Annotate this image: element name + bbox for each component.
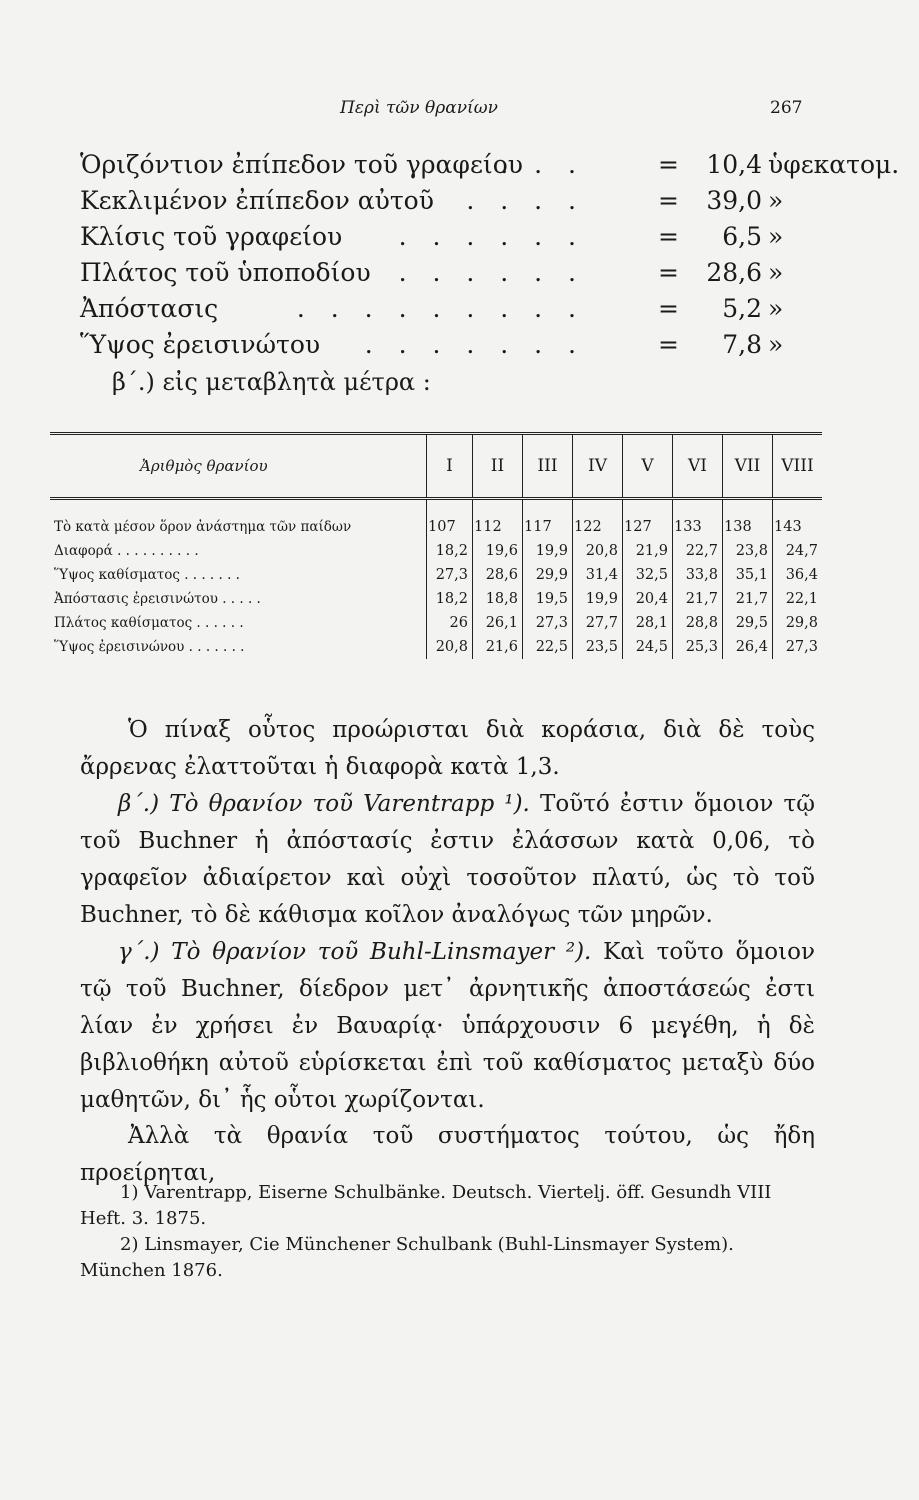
column-header: II bbox=[473, 434, 523, 499]
table-row: Πλάτος καθίσματος . . . . . . 26 26,1 27,3 27,7 28,1 28,8 29,5 29,8 bbox=[50, 611, 822, 635]
measurement-row: Κεκλιμένον ἐπίπεδον αὐτοῦ . . . . = 39,0 » bbox=[80, 186, 784, 215]
table-header-row bbox=[50, 434, 822, 499]
paragraph-lead: γ΄.) Τὸ θρανίον τοῦ Buhl-Linsmayer ²). bbox=[118, 939, 592, 965]
table-row: Ἀπόστασις ἐρεισινώτου . . . . . 18,2 18,8 19,5 19,9 20,4 21,7 21,7 22,1 bbox=[50, 587, 822, 611]
column-header: IV bbox=[573, 434, 623, 499]
paragraph: Ὁ πίναξ οὗτος προώρισται διὰ κοράσια, διὰ δὲ τοὺς ἄρρενας ἐλαττοῦται ἡ διαφορὰ κατὰ 1,3. bbox=[80, 717, 815, 780]
table-row-header: Ἀριθμὸς θρανίου bbox=[50, 434, 427, 499]
measurement-row: Ὕψος ἐρεισινώτου . . . . . . . = 7,8 » bbox=[80, 330, 784, 359]
column-header: V bbox=[623, 434, 673, 499]
paragraph: Ἀλλὰ τὰ θρανία τοῦ συστήματος τούτου, ὡς ἤδη προείρηται, bbox=[80, 1123, 815, 1186]
running-header-title: Περὶ τῶν θρανίων bbox=[340, 98, 498, 118]
paragraph: β΄.) Τὸ θρανίον τοῦ Varentrapp ¹). Τοῦτό ἐστιν ὅμοιον τῷ τοῦ Buchner ἡ ἀπόστασίς ἐστιν ἐλάσσων κατὰ 0,06, τὸ γραφεῖον ἀδιαίρετον καὶ οὐχὶ τοσοῦτον πλατύ, ὡς τὸ τοῦ Buchner, τὸ δὲ κάθισμα κοῖλον ἀναλόγως τῶν μηρῶν. bbox=[80, 791, 815, 928]
paragraph-lead: β΄.) Τὸ θρανίον τοῦ Varentrapp ¹). bbox=[118, 791, 530, 817]
table-row: Ὕψος καθίσματος . . . . . . . 27,3 28,6 29,9 31,4 32,5 33,8 35,1 36,4 bbox=[50, 563, 822, 587]
table-row: Διαφορά . . . . . . . . . . 18,2 19,6 19,9 20,8 21,9 22,7 23,8 24,7 bbox=[50, 539, 822, 563]
measurement-row: Πλάτος τοῦ ὑποποδίου . . . . . . = 28,6 » bbox=[80, 258, 784, 287]
column-header: I bbox=[427, 434, 473, 499]
column-header: III bbox=[523, 434, 573, 499]
footnote: 2) Linsmayer, Cie Münchener Schulbank (Buhl-Linsmayer System). München 1876. bbox=[80, 1234, 734, 1281]
table-row: Ὕψος ἐρεισινώνου . . . . . . . 20,8 21,6 22,5 23,5 24,5 25,3 26,4 27,3 bbox=[50, 635, 822, 659]
column-header: VII bbox=[723, 434, 773, 499]
section-subheading: β΄.) εἰς μεταβλητὰ μέτρα : bbox=[112, 368, 431, 396]
column-header: VIII bbox=[773, 434, 823, 499]
page-number: 267 bbox=[770, 98, 803, 118]
column-header: VI bbox=[673, 434, 723, 499]
table-row: Τὸ κατὰ μέσον ὅρον ἀνάστημα τῶν παίδων 107 112 117 122 127 133 138 143 bbox=[50, 499, 822, 540]
bench-dimensions-table bbox=[50, 432, 822, 659]
measurement-row: Κλίσις τοῦ γραφείου . . . . . . = 6,5 » bbox=[80, 222, 784, 251]
footnote: 1) Varentrapp, Eiserne Schulbänke. Deutsch. Viertelj. öff. Gesundh VIII Heft. 3. 1875. bbox=[80, 1182, 772, 1229]
paragraph: γ΄.) Τὸ θρανίον τοῦ Buhl-Linsmayer ²). Καὶ τοῦτο ὅμοιον τῷ τοῦ Buchner, δίεδρον μετ᾽ ἀρνητικῆς ἀποστάσεώς ἐστι λίαν ἐν χρήσει ἐν Βαυαρίᾳ· ὑπάρχουσιν 6 μεγέθη, ἡ δὲ βιβλιοθήκη αὐτοῦ εὑρίσκεται ἐπὶ τοῦ καθίσματος μεταξὺ δύο μαθητῶν, δι᾽ ἧς οὗτοι χωρίζονται. bbox=[80, 939, 815, 1113]
measurement-row: Ἀπόστασις . . . . . . . . . = 5,2 » bbox=[80, 294, 784, 323]
measurement-row: Ὁριζόντιον ἐπίπεδον τοῦ γραφείου . . . = 10,4 ὑφεκατομ. bbox=[80, 150, 900, 179]
